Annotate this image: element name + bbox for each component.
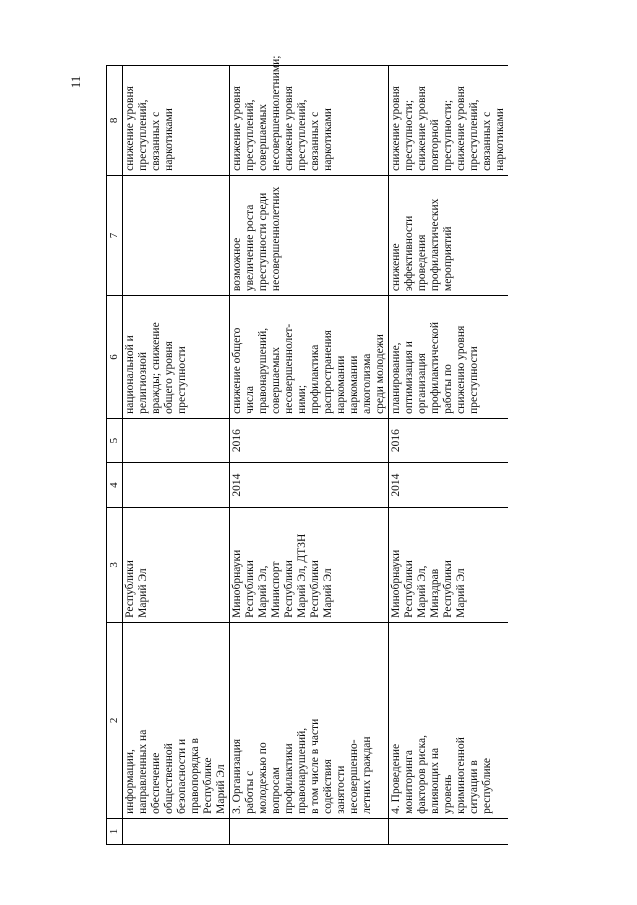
cell-line: снижение уровня — [282, 86, 295, 171]
cell-line: несовершеннолетними; — [269, 55, 282, 171]
cell-line: совершаемых — [256, 103, 269, 171]
table-cell-col-4 — [388, 463, 507, 507]
header-col-4: 4 — [107, 463, 123, 507]
table-body — [123, 55, 508, 845]
cell-text: 2014 — [389, 473, 402, 497]
cell-line: Республики — [243, 560, 256, 618]
header-col-1: 1 — [107, 818, 123, 844]
cell-line: Марий Эл, — [415, 565, 428, 618]
cell-line: занятости — [334, 765, 347, 814]
cell-line: снижение уровня — [389, 86, 402, 171]
cell-line: Минобрнауки — [389, 549, 402, 618]
page-number: 11 — [68, 75, 83, 89]
cell-line: факторов риска, — [415, 735, 428, 814]
cell-text: 2014 — [230, 473, 243, 497]
cell-line: преступности; — [402, 99, 415, 171]
table-cell-col-2 — [388, 622, 507, 818]
cell-line: преступности; — [441, 99, 454, 171]
table-cell-col-7 — [388, 175, 507, 295]
cell-line: профилактической — [428, 322, 441, 414]
cell-line: связанных с — [480, 111, 493, 171]
cell-line: ними; — [295, 384, 308, 414]
cell-line: организация — [415, 353, 428, 414]
header-col-2: 2 — [107, 622, 123, 818]
cell-line: профилактика — [308, 344, 321, 414]
table-cell-col-3 — [123, 507, 230, 622]
cell-line: снижение уровня — [230, 86, 243, 171]
cell-line: проведения — [415, 234, 428, 292]
cell-line: мониторинга — [402, 750, 415, 814]
cell-line: работы по — [441, 364, 454, 414]
cell-line: числа — [243, 386, 256, 414]
cell-line: снижение уровня — [124, 86, 136, 171]
cell-line: повторной — [428, 119, 441, 171]
table-cell-col-8 — [123, 66, 230, 176]
cell-line: правонарушений, — [256, 327, 269, 414]
cell-line: ситуации в — [467, 760, 480, 814]
table-cell-col-7 — [229, 175, 388, 295]
cell-line: снижение — [389, 243, 402, 292]
cell-line: преступлений, — [295, 99, 308, 171]
cell-line: несовершеннолетних — [269, 186, 282, 292]
cell-line: содействия — [321, 759, 334, 814]
cell-line: снижение общего — [230, 327, 243, 414]
cell-line: оптимизация и — [402, 341, 415, 414]
header-col-8: 8 — [107, 66, 123, 176]
cell-line: Миниспорт — [269, 561, 282, 618]
cell-line: преступности — [467, 346, 480, 414]
measures-table — [106, 55, 508, 845]
cell-line: наркотиками — [162, 108, 175, 171]
header-col-5: 5 — [107, 418, 123, 462]
header-row — [107, 66, 123, 845]
table-cell-col-6 — [388, 296, 507, 419]
cell-line: религиозной — [136, 351, 149, 414]
table-cell-col-5 — [388, 418, 507, 462]
table-cell-col-2 — [123, 622, 230, 818]
cell-line: Республики — [402, 560, 415, 618]
cell-line: алкоголизма — [360, 353, 373, 414]
cell-line: влияющих на — [428, 747, 441, 814]
cell-line: Республики — [308, 560, 321, 618]
table-cell-col-5 — [123, 418, 230, 462]
cell-line: Республики — [282, 560, 295, 618]
cell-line: вражды; снижение — [149, 322, 162, 414]
cell-line: национальной и — [124, 335, 136, 414]
cell-line: преступлений, — [243, 99, 256, 171]
cell-line: Марий Эл — [454, 568, 467, 618]
cell-line: летних граждан — [360, 736, 373, 814]
header-col-7: 7 — [107, 175, 123, 295]
table-cell-col-1 — [123, 818, 230, 844]
cell-line: преступности — [175, 346, 188, 414]
cell-line: увеличение роста — [243, 204, 256, 292]
cell-line: уровень — [441, 774, 454, 814]
cell-line: направленных на — [136, 729, 149, 814]
cell-line: Марий Эл, — [256, 565, 269, 618]
table-row — [388, 66, 507, 845]
header-col-6: 6 — [107, 296, 123, 419]
cell-line: безопасности и — [175, 738, 188, 814]
cell-line: снижение уровня — [415, 86, 428, 171]
cell-line: Марий Эл — [214, 764, 227, 814]
table-row — [123, 66, 230, 845]
cell-line: мероприятий — [441, 226, 454, 292]
cell-line: возможное — [230, 237, 243, 292]
cell-line: криминогенной — [454, 737, 467, 814]
cell-line: несовершенно- — [347, 739, 360, 814]
cell-line: связанных с — [149, 111, 162, 171]
cell-line: вопросам — [269, 767, 282, 814]
cell-line: снижению уровня — [454, 325, 467, 414]
table-cell-col-6 — [229, 296, 388, 419]
cell-line: 3. Организация — [230, 738, 243, 814]
cell-line: наркотиками — [321, 108, 334, 171]
cell-line: снижение уровня — [454, 86, 467, 171]
cell-line: наркомании — [347, 355, 360, 414]
cell-line: в том числе в части — [308, 718, 321, 814]
cell-line: преступности среди — [256, 192, 269, 292]
table-cell-col-7 — [123, 175, 230, 295]
cell-line: Минобрнауки — [230, 549, 243, 618]
cell-text: 2016 — [230, 429, 243, 453]
cell-line: работы с — [243, 770, 256, 814]
cell-line: обеспечение — [149, 752, 162, 814]
table-cell-col-1 — [388, 818, 507, 844]
cell-line: 4. Проведение — [389, 743, 402, 814]
table-cell-col-4 — [229, 463, 388, 507]
cell-line: Марий Эл — [321, 568, 334, 618]
table-cell-col-3 — [229, 507, 388, 622]
cell-line: несовершеннолет- — [282, 323, 295, 414]
table-cell-col-1 — [229, 818, 388, 844]
cell-line: республике — [480, 757, 493, 814]
cell-line: планирование, — [389, 342, 402, 414]
cell-line: преступлений, — [136, 99, 149, 171]
table-cell-col-6 — [123, 296, 230, 419]
cell-line: совершаемых — [269, 347, 282, 414]
cell-line: Республике — [201, 757, 214, 814]
cell-line: наркотиками — [493, 108, 506, 171]
table-cell-col-2 — [229, 622, 388, 818]
table-cell-col-5 — [229, 418, 388, 462]
cell-line: правонарушений, — [295, 727, 308, 814]
cell-line: Республики — [124, 560, 136, 618]
cell-line: наркомании — [334, 355, 347, 414]
table-cell-col-8 — [229, 55, 388, 176]
rotated-table-canvas — [106, 55, 506, 845]
cell-line: Минздрав — [428, 568, 441, 618]
cell-line: молодежью по — [256, 742, 269, 814]
cell-line: Марий Эл — [136, 568, 149, 618]
cell-line: связанных с — [308, 111, 321, 171]
cell-line: профилактических — [428, 198, 441, 292]
table-cell-col-4 — [123, 463, 230, 507]
header-col-3: 3 — [107, 507, 123, 622]
cell-line: преступлений, — [467, 99, 480, 171]
cell-line: общего уровня — [162, 341, 175, 414]
table-cell-col-3 — [388, 507, 507, 622]
cell-line: эффективности — [402, 215, 415, 292]
cell-line: общественной — [162, 743, 175, 814]
cell-line: Марий Эл, ДТЗН — [295, 533, 308, 618]
cell-line: Республики — [441, 560, 454, 618]
cell-line: распространения — [321, 330, 334, 414]
cell-line: профилактики — [282, 743, 295, 814]
cell-text: 2016 — [389, 429, 402, 453]
cell-line: среди молодежи — [373, 334, 386, 414]
table-row — [229, 66, 388, 845]
table-cell-col-8 — [388, 66, 507, 176]
cell-line: правопорядка в — [188, 738, 201, 814]
cell-line: информации, — [124, 749, 136, 814]
